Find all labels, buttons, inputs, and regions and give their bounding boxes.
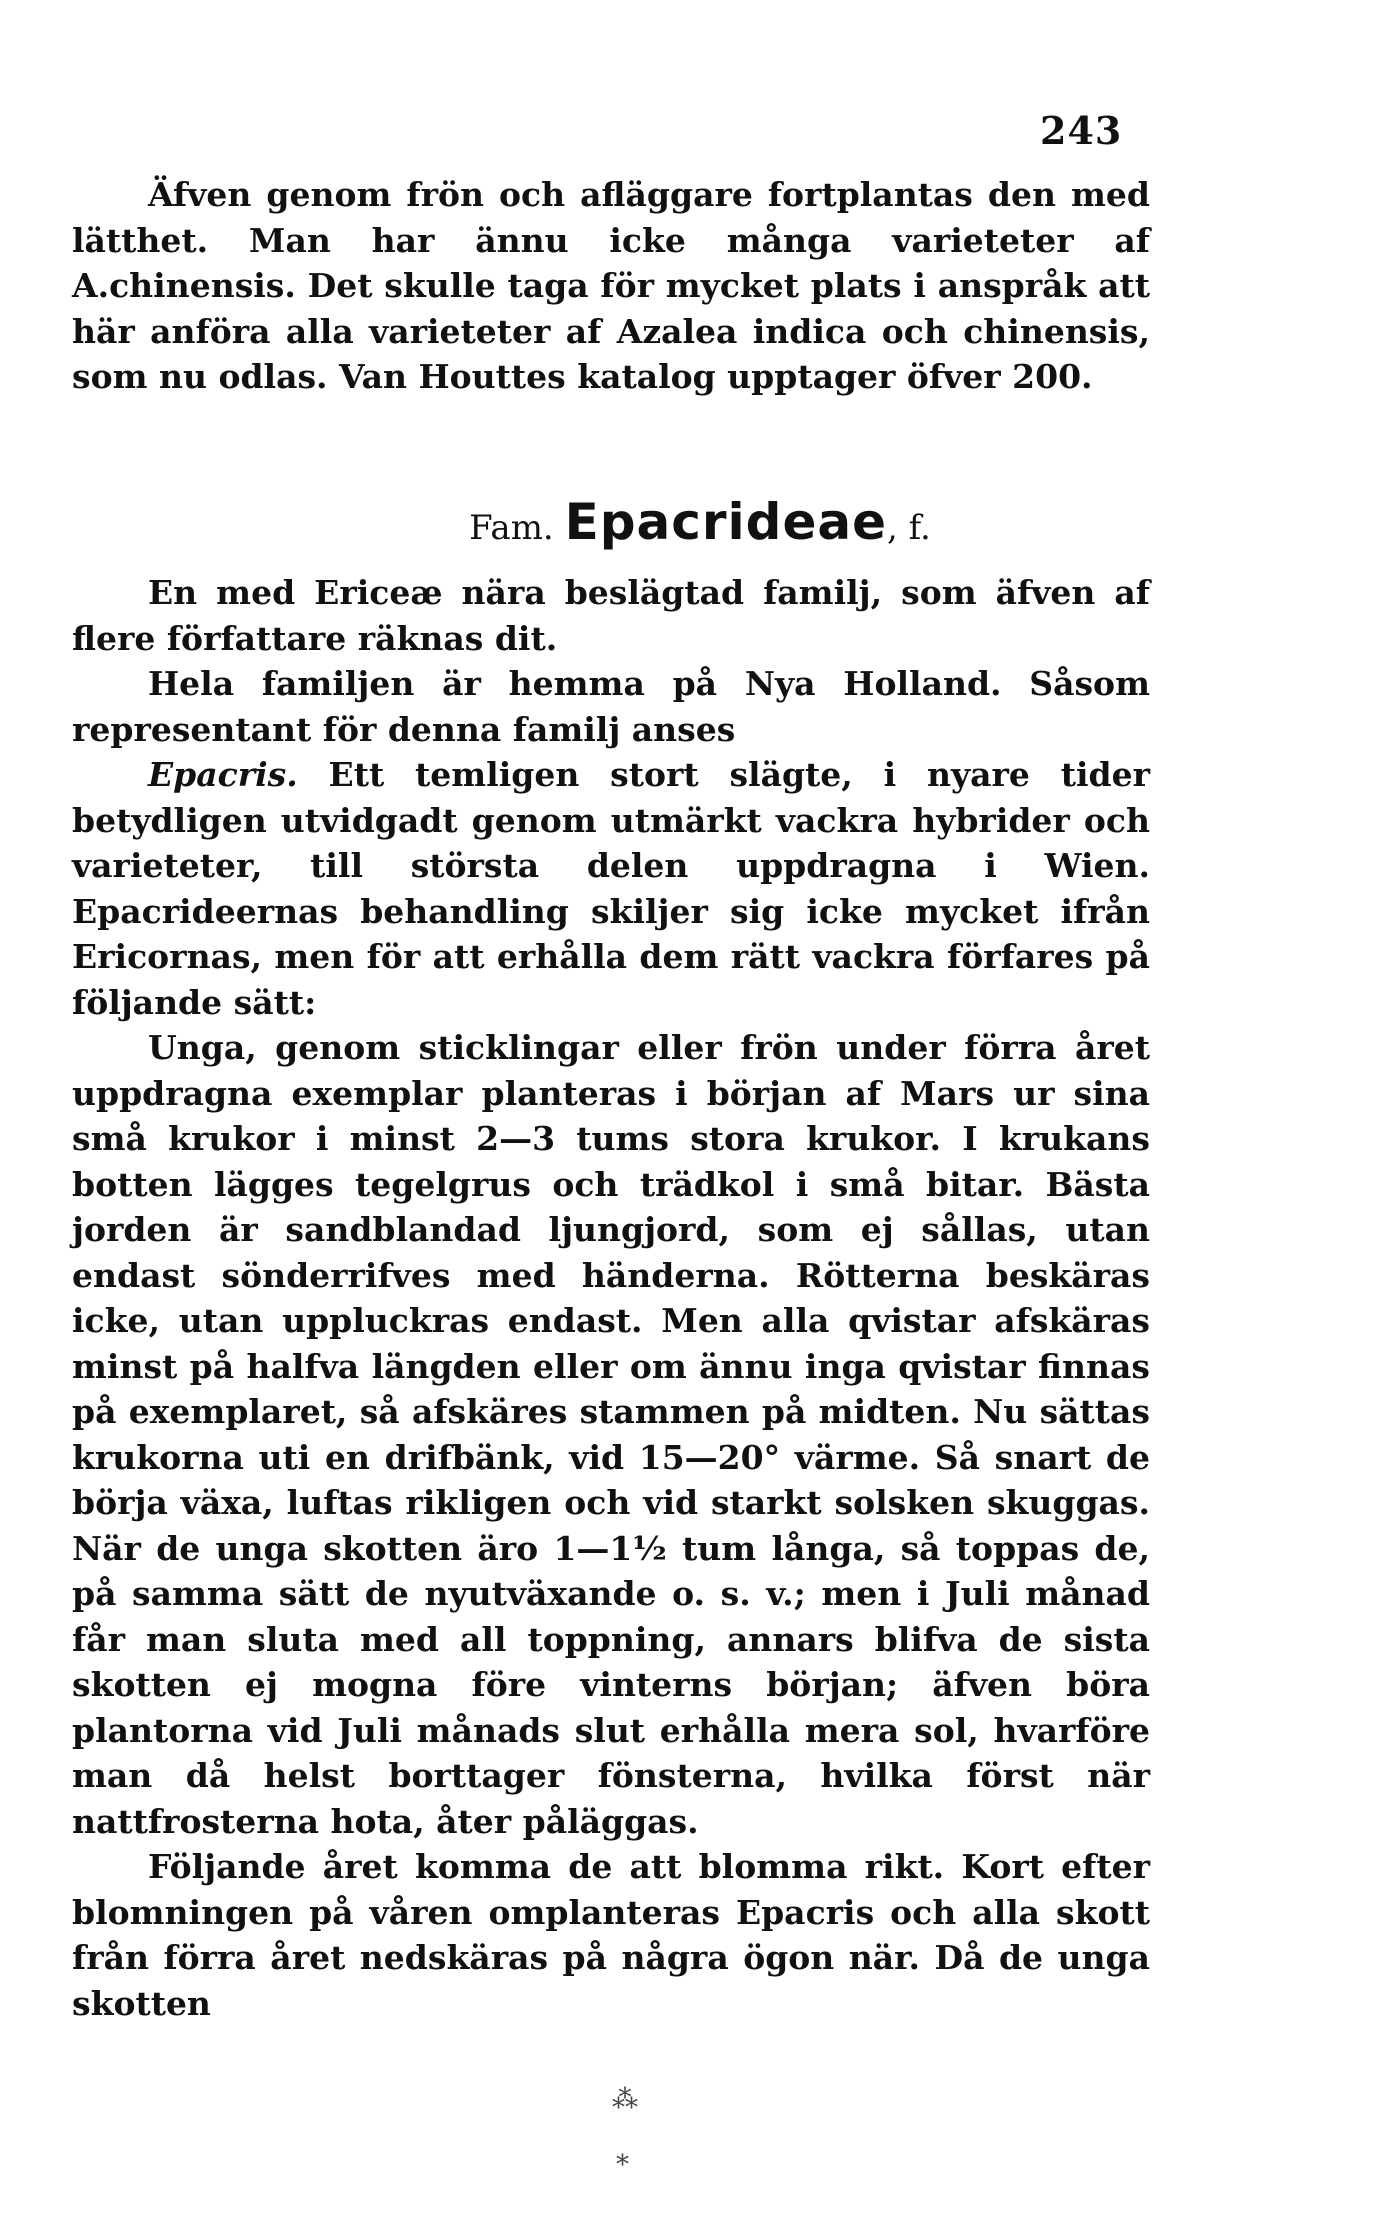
footer-mark-asterisk: *	[616, 2150, 629, 2180]
heading-suffix: , f.	[887, 508, 931, 548]
paragraph-4: Unga, genom sticklingar eller frön under förra året uppdragna exemplar planteras i början af Mars ur sina små krukor i minst 2—3 tums stora krukor. I krukans botten lägges tegelgrus och trädkol i små bitar. Bästa jorden är sandblandad ljungjord, som ej sållas, utan endast sönderrifves med händerna. Rötterna beskäras icke, utan uppluckras endast. Men alla qvistar afskäras minst på halfva längden eller om ännu inga qvistar finnas på exemplaret, så afskäres stammen på midten. Nu sättas krukorna uti en drifbänk, vid 15—20° värme. Så snart de börja växa, luftas rikligen och vid starkt solsken skuggas. När de unga skotten äro 1—1½ tum långa, så toppas de, på samma sätt de nyutväxande o. s. v.; men i Juli månad får man sluta med all toppning, annars blifva de sista skotten ej mogna före vinterns början; äfven böra plantorna vid Juli månads slut erhålla mera sol, hvarföre man då helst borttager fönsterna, hvilka först när nattfrosterna hota, åter påläggas.	[72, 1028, 1150, 1841]
footer-mark-asterism: ⁂	[612, 2085, 638, 2115]
genus-name: Epacris.	[148, 755, 298, 794]
paragraph-1: En med Ericeæ nära beslägtad familj, som äfven af flere författare räknas dit.	[72, 573, 1150, 658]
paragraph-3	[72, 752, 1150, 1025]
main-text-block	[72, 570, 1150, 2026]
heading-prefix: Fam.	[469, 508, 554, 548]
paragraph-3-text: Ett temligen stort slägte, i nyare tider betydligen utvidgadt genom utmärkt vackra hybrider och varieteter, till största delen uppdragna i Wien. Epacrideernas behandling skiljer sig icke mycket ifrån Ericornas, men för att erhålla dem rätt vackra förfares på följande sätt:	[72, 755, 1150, 1022]
opening-paragraph: Äfven genom frön och afläggare fortplantas den med lätthet. Man har ännu icke många varieteter af A.chinensis. Det skulle taga för mycket plats i anspråk att här anföra alla varieteter af Azalea indica och chinensis, som nu odlas. Van Houttes katalog upptager öfver 200.	[72, 175, 1150, 396]
heading-family-name: Epacrideae	[564, 493, 888, 551]
paragraph-5: Följande året komma de att blomma rikt. Kort efter blomningen på våren omplanteras Epacris och alla skott från förra året nedskäras på några ögon när. Då de unga skotten	[72, 1847, 1150, 2023]
page-number: 243	[1040, 108, 1123, 153]
family-heading	[0, 492, 1400, 558]
opening-text-block	[72, 172, 1150, 400]
paragraph-2: Hela familjen är hemma på Nya Holland. Såsom representant för denna familj anses	[72, 664, 1150, 749]
